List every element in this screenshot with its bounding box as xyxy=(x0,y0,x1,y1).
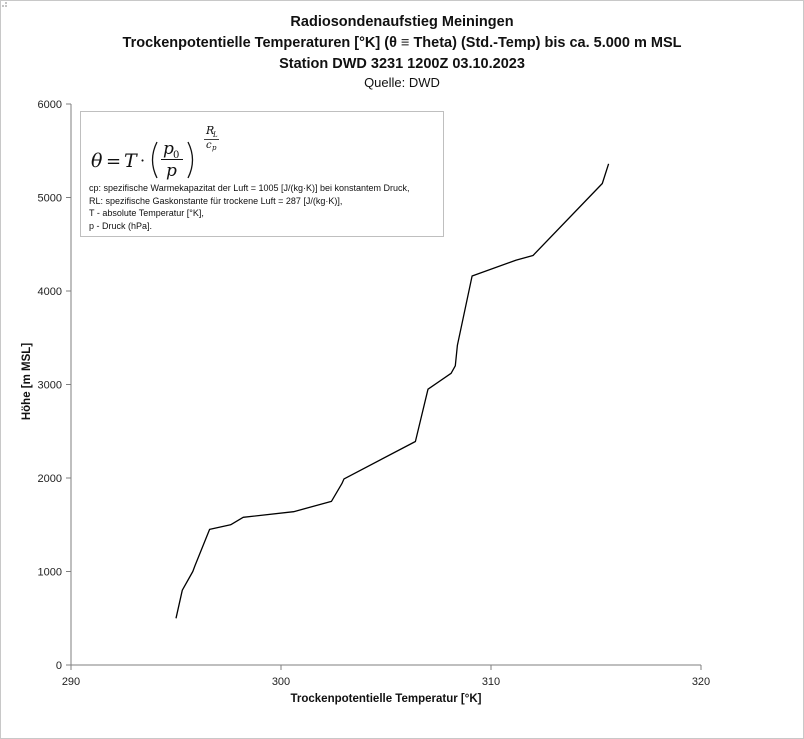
legend-line-cp: cp: spezifische Warmekapazitat der Luft = 1005 [J/(kg·K)] bei konstantem Druck, xyxy=(89,183,410,193)
formula-exp-c-sub: p xyxy=(212,144,217,152)
formula-exp-c: c xyxy=(206,140,212,151)
y-tick-label: 4000 xyxy=(37,286,62,298)
x-axis-title: Trockenpotentielle Temperatur [°K] xyxy=(290,693,482,705)
chart-station-line: Station DWD 3231 1200Z 03.10.2023 xyxy=(279,56,525,72)
chart-title: Radiosondenaufstieg Meiningen xyxy=(290,14,514,30)
x-tick-label: 300 xyxy=(271,676,291,688)
formula-T: T xyxy=(124,150,137,172)
formula-dot: · xyxy=(140,151,146,170)
formula-p0-sub: 0 xyxy=(173,150,180,161)
formula-legend-text xyxy=(89,182,410,232)
x-tick-label: 310 xyxy=(481,676,501,688)
formula-p0: p xyxy=(163,139,174,159)
resize-grip-icon[interactable] xyxy=(0,0,8,8)
theta-formula xyxy=(91,120,291,184)
x-tick-label: 290 xyxy=(61,676,81,688)
formula-exp-R: R xyxy=(206,124,215,137)
y-tick-label: 0 xyxy=(55,660,62,672)
y-axis-title: Höhe [m MSL] xyxy=(21,342,33,421)
legend-line-p: p - Druck (hPa]. xyxy=(89,220,153,231)
formula-legend-box xyxy=(80,111,444,237)
y-tick-label: 6000 xyxy=(37,99,62,111)
legend-line-rl: RL: spezifische Gaskonstante für trockene Luft = 287 [J/(kg·K)], xyxy=(89,195,343,206)
chart-source: Quelle: DWD xyxy=(364,75,440,90)
formula-equals: = xyxy=(106,151,122,172)
y-tick-label: 5000 xyxy=(37,192,62,205)
legend-line-t: T - absolute Temperatur [°K], xyxy=(89,208,204,218)
formula-p: p xyxy=(166,161,177,181)
x-tick-label: 320 xyxy=(691,676,711,688)
y-tick-label: 1000 xyxy=(37,566,62,579)
y-tick-label: 3000 xyxy=(37,379,62,392)
chart-subtitle: Trockenpotentielle Temperaturen [°K] (θ ≡ Theta) (Std.-Temp) bis ca. 5.000 m MSL xyxy=(122,35,682,51)
formula-exp-R-sub: L xyxy=(213,131,218,139)
y-tick-label: 2000 xyxy=(37,473,62,485)
formula-theta: θ xyxy=(91,150,103,172)
